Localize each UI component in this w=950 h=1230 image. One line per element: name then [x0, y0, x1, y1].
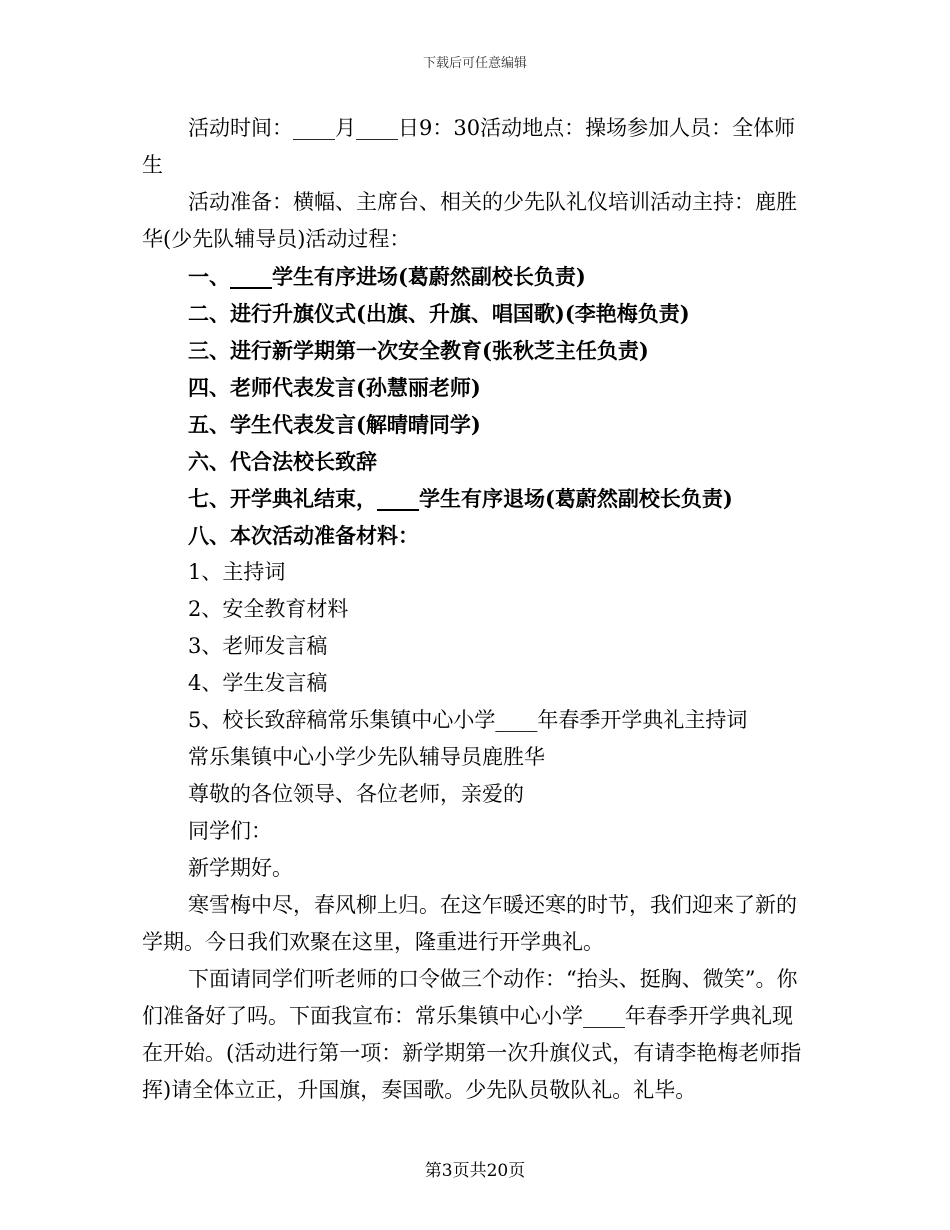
- page-header: 下载后可任意编辑: [422, 56, 527, 71]
- page-footer: 第3页共20页: [424, 1161, 526, 1181]
- process-item: 八、本次活动准备材料：: [188, 523, 419, 548]
- material-item: 1、主持词: [188, 560, 286, 584]
- document-body: [142, 110, 810, 1109]
- process-item: 三、进行新学期第一次安全教育(张秋芝主任负责): [188, 338, 649, 363]
- speech-salutation: 尊敬的各位领导、各位老师，亲爱的: [188, 782, 524, 806]
- activity-preparation-paragraph: 活动准备：横幅、主席台、相关的少先队礼仪培训活动主持：鹿胜华(少先队辅导员)活动过程：: [142, 190, 797, 251]
- process-item: 五、学生代表发言(解晴晴同学): [188, 412, 481, 437]
- material-item: 5、校长致辞稿常乐集镇中心小学____年春季开学典礼主持词: [188, 708, 748, 732]
- speech-paragraph: 下面请同学们听老师的口令做三个动作：“抬头、挺胸、微笑”。你们准备好了吗。下面我宣布：常乐集镇中心小学____年春季开学典礼现在开始。(活动进行第一项：新学期第一次升旗仪式，有请李艳梅老师指挥)请全体立正，升国旗，奏国歌。少先队员敬队礼。礼毕。: [142, 967, 802, 1102]
- speech-greeting: 新学期好。: [188, 856, 293, 880]
- speech-salutation-cont: 同学们：: [188, 819, 272, 843]
- speech-paragraph: 寒雪梅中尽，春风柳上归。在这乍暖还寒的时节，我们迎来了新的学期。今日我们欢聚在这里，隆重进行开学典礼。: [142, 893, 797, 954]
- material-item: 2、安全教育材料: [188, 597, 349, 621]
- activity-time-paragraph: 活动时间：____月____日9：30活动地点：操场参加人员：全体师生: [142, 116, 796, 177]
- process-item: 二、进行升旗仪式(出旗、升旗、唱国歌)(李艳梅负责): [188, 301, 690, 326]
- material-item: 4、学生发言稿: [188, 671, 328, 695]
- process-item: 一、____学生有序进场(葛蔚然副校长负责): [188, 264, 586, 289]
- material-item: 3、老师发言稿: [188, 634, 328, 658]
- process-item: 六、代合法校长致辞: [188, 449, 377, 474]
- process-item: 四、老师代表发言(孙慧丽老师): [188, 375, 481, 400]
- speech-byline: 常乐集镇中心小学少先队辅导员鹿胜华: [188, 745, 545, 769]
- process-item: 七、开学典礼结束，____学生有序退场(葛蔚然副校长负责): [188, 486, 733, 511]
